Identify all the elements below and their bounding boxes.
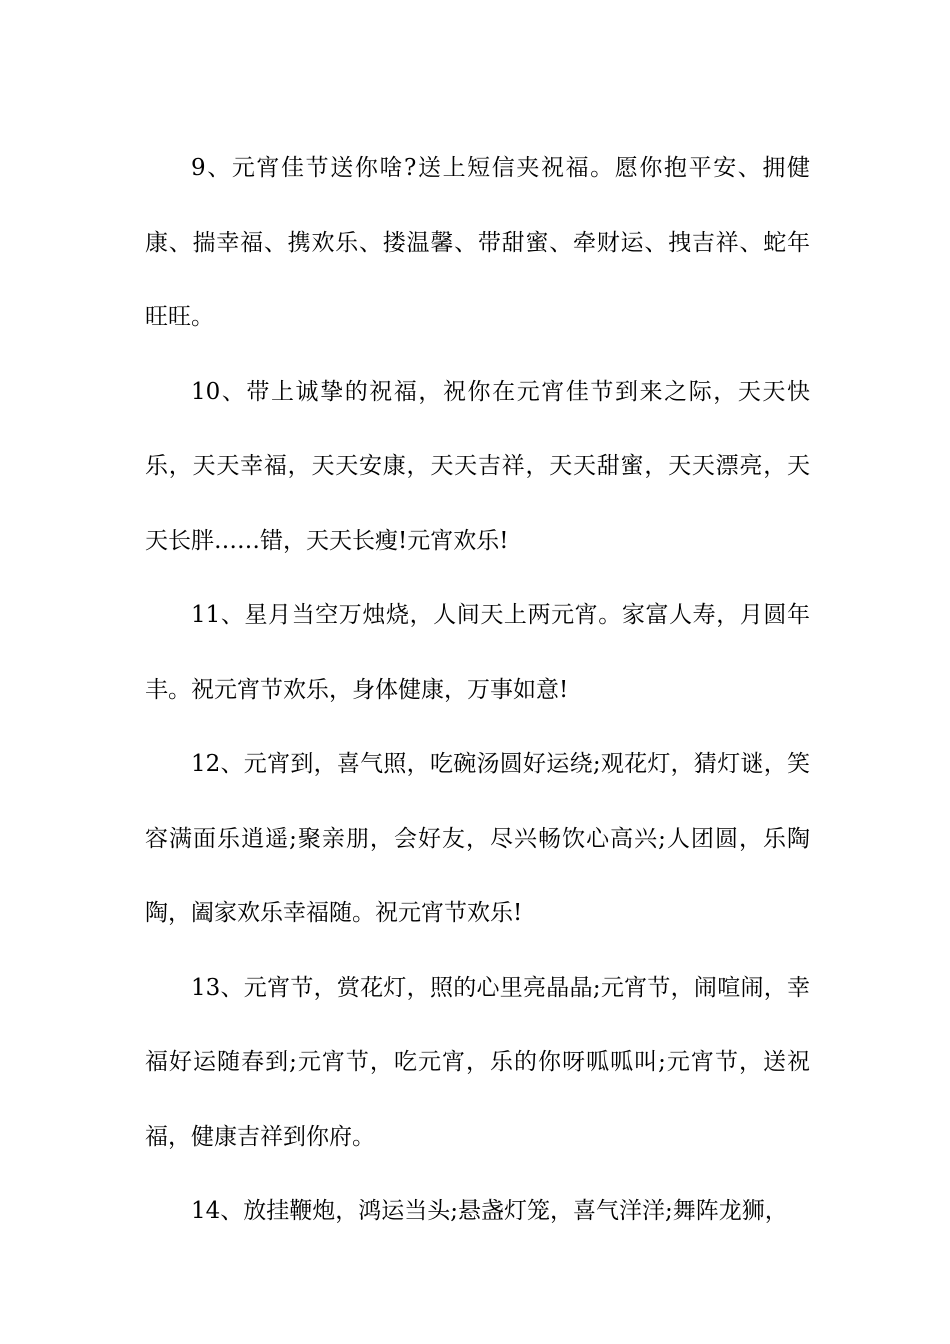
paragraph-14: 14、放挂鞭炮，鸿运当头;悬盏灯笼，喜气洋洋;舞阵龙狮，: [191, 1198, 788, 1224]
paragraph-12: 12、元宵到，喜气照，吃碗汤圆好运绕;观花灯，猜灯谜，笑容满面乐逍遥;聚亲朋，会好友，尽兴畅饮心高兴;人团圆，乐陶陶，阖家欢乐幸福随。祝元宵节欢乐!: [145, 751, 810, 926]
paragraph-10: 10、带上诚挚的祝福，祝你在元宵佳节到来之际，天天快乐，天天幸福，天天安康，天天吉祥，天天甜蜜，天天漂亮，天天长胖……错，天天长瘦!元宵欢乐!: [145, 378, 810, 554]
paragraph-11: 11、星月当空万烛烧，人间天上两元宵。家富人寿，月圆年丰。祝元宵节欢乐，身体健康，万事如意!: [145, 602, 810, 703]
paragraph-13: 13、元宵节，赏花灯，照的心里亮晶晶;元宵节，闹喧闹，幸福好运随春到;元宵节，吃元宵，乐的你呀呱呱叫;元宵节，送祝福，健康吉祥到你府。: [145, 974, 810, 1150]
document-body: [145, 131, 810, 1249]
paragraph-9: 9、元宵佳节送你啥?送上短信夹祝福。愿你抱平安、拥健康、揣幸福、携欢乐、搂温馨、带甜蜜、牵财运、拽吉祥、蛇年旺旺。: [145, 155, 810, 330]
